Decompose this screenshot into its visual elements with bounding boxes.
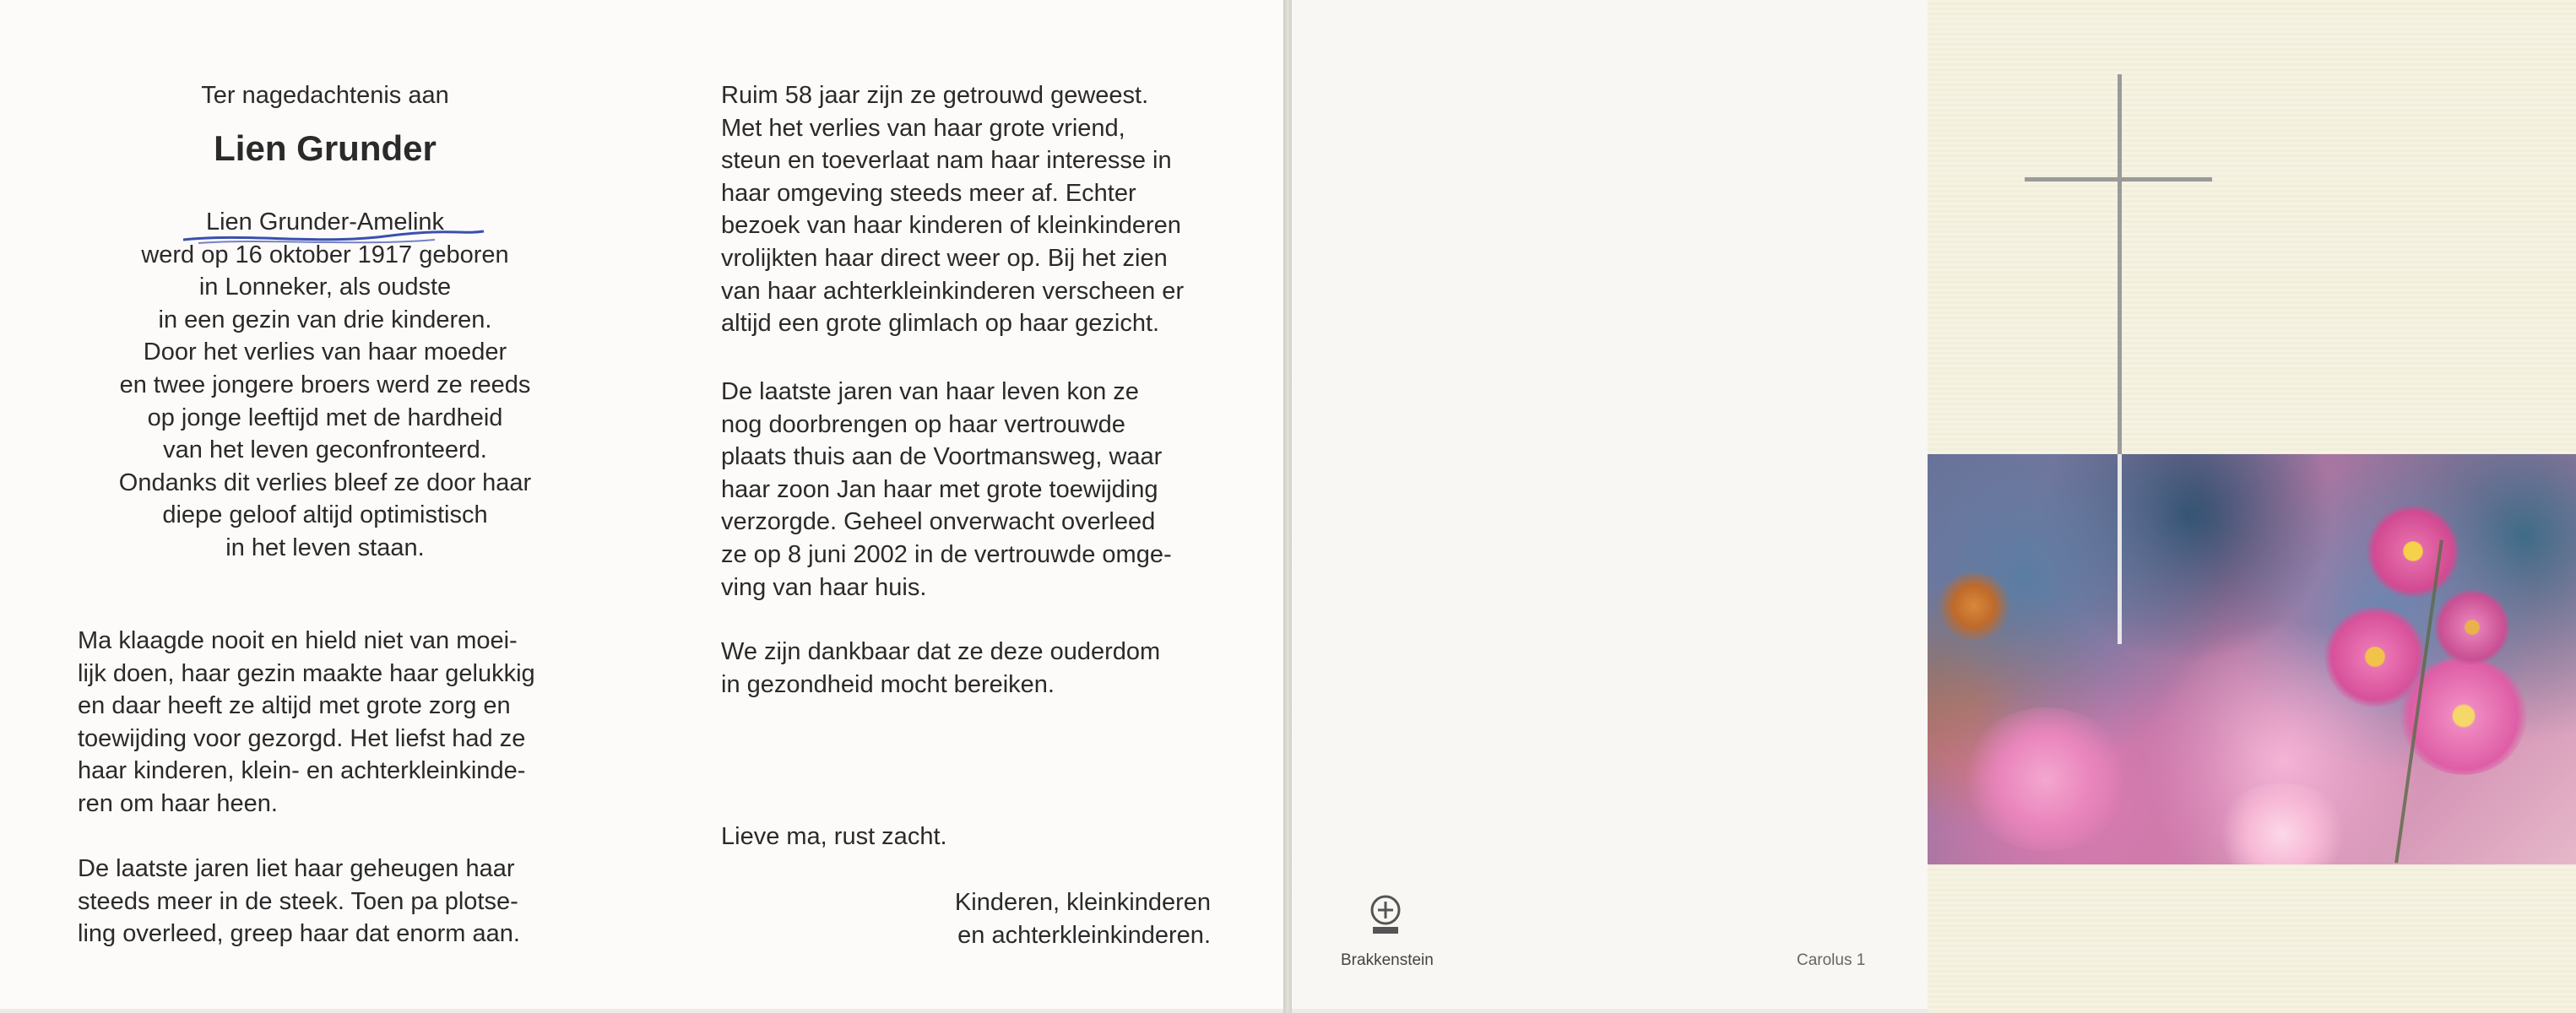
flower-photo — [1928, 454, 2576, 864]
paragraph-2: De laatste jaren liet haar geheugen haar steeds meer in de steek. Toen pa plotse- ling overleed, greep haar dat enorm aan. — [78, 855, 520, 948]
paragraph-3: Ruim 58 jaar zijn ze getrouwd geweest. Met het verlies van haar grote vriend, steun en toeverlaat nam haar interesse in haar omgeving steeds meer af. Echter bezoek van haar kinderen of kleinkinderen vrolijkten haar direct weer op. Bij het zien van haar achterkleinkinderen verscheen er altijd een grote glimlach op haar gezicht. — [721, 82, 1185, 338]
card-model: Carolus 1 — [1797, 951, 1866, 969]
paragraph-5: We zijn dankbaar dat ze deze ouderdom in gezondheid mocht bereiken. — [721, 638, 1161, 698]
paragraph-4: De laatste jaren van haar leven kon ze nog doorbrengen op haar vertrouwde plaats thuis aan de Voortmansweg, waar haar zoon Jan haar met grote toewijding verzorgde. Geheel onverwacht overleed ze op 8 juni 2002 in de vertrouwde omge- ving van haar huis. — [721, 378, 1172, 601]
card-fold — [1283, 0, 1292, 1013]
family-signature: Kinderen, kleinkinderen en achterkleinkinderen. — [954, 889, 1211, 949]
publisher-logo-icon — [1368, 895, 1403, 939]
deceased-name: Lien Grunder — [214, 128, 437, 168]
handwritten-underline-icon — [182, 228, 485, 248]
closing-line: Lieve ma, rust zacht. — [721, 823, 947, 850]
memorial-intro: Ter nagedachtenis aan — [201, 82, 449, 109]
cross-horizontal-icon — [2025, 177, 2212, 181]
biography-text: Lien Grunder-Amelink werd op 16 oktober 1917 geboren in Lonneker, als oudste in een gezin van drie kinderen. Door het verlies van haar moeder en twee jongere broers werd ze reeds op jonge leeftijd met de hardheid van het leven geconfronteerd. Ondanks dit verlies bleef ze door haar diepe geloof altijd optimistisch in het leven staan. — [118, 209, 532, 561]
paragraph-1: Ma klaagde nooit en hield niet van moei- lijk doen, haar gezin maakte haar gelukkig en daar heeft ze altijd met grote zorg en toewijding voor gezorgd. Het liefst had ze haar kinderen, klein- en achterkleinkinde- ren om haar heen. — [78, 627, 535, 817]
cross-lower-icon — [2118, 454, 2122, 644]
publisher-name: Brakkenstein — [1341, 951, 1434, 969]
inner-card-page — [0, 0, 1284, 1009]
